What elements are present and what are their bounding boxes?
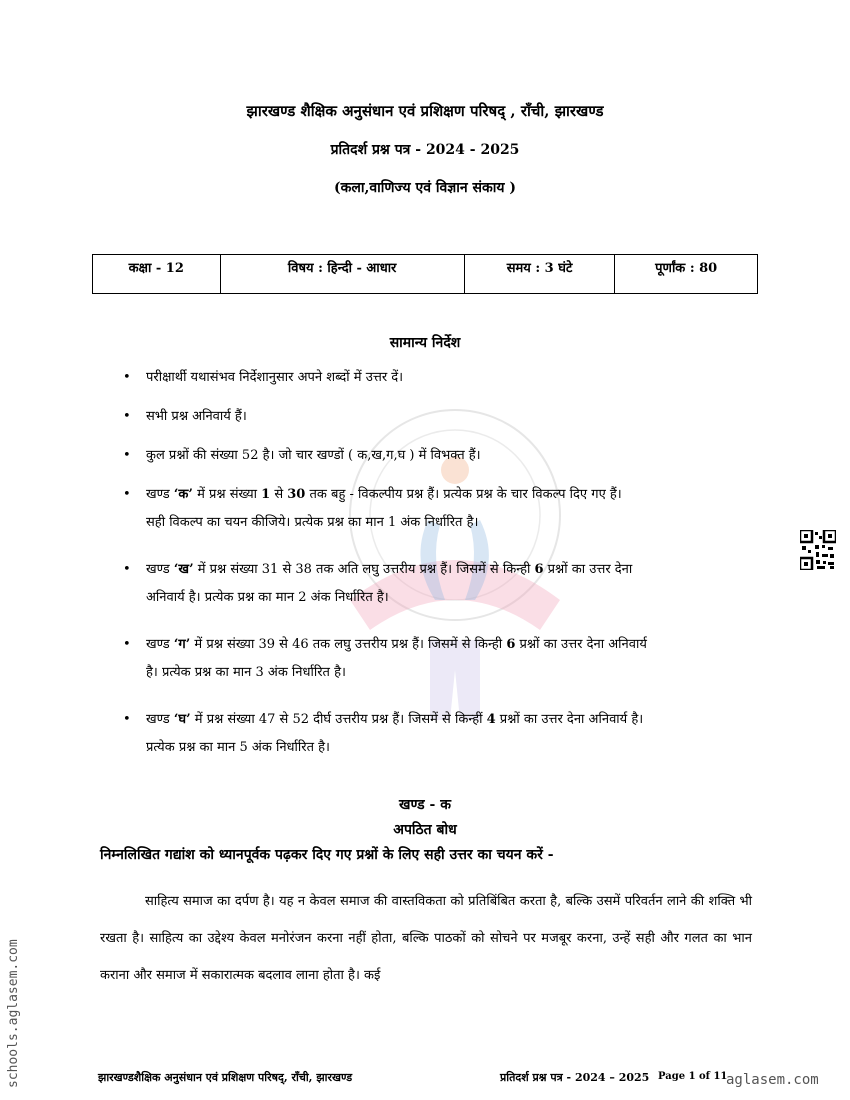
instruction-item: • कुल प्रश्नों की संख्या 52 है। जो चार खण्डों ( क,ख,ग,घ ) में विभक्त हैं। [118, 444, 768, 468]
marks-cell: पूर्णांक : 80 [615, 255, 758, 294]
page-number: Page 1 of 11 [658, 1071, 728, 1082]
footer-paper: प्रतिदर्श प्रश्न पत्र - 2024 – 2025 [500, 1071, 650, 1084]
paper-title: प्रतिदर्श प्रश्न पत्र - 2024 - 2025 [330, 142, 520, 158]
passage-instruction: निम्नलिखित गद्यांश को ध्यानपूर्वक पढ़कर दिए गए प्रश्नों के लिए सही उत्तर का चयन करें - [100, 847, 554, 863]
subject-cell: विषय : हिन्दी - आधार [220, 255, 464, 294]
instruction-item: • खण्ड ‘घ’ में प्रश्न संख्या 47 से 52 दीर्घ उत्तरीय प्रश्न हैं। जिसमें से किन्हीं 4 प्रश्नों का उत्तर देना अनिवार्य है। प्रत्येक प्रश्न का मान 5 अंक निर्धारित है। [118, 708, 768, 768]
org-heading: झारखण्ड शैक्षिक अनुसंधान एवं प्रशिक्षण परिषद् , राँची, झारखण्ड [246, 102, 604, 120]
section-a-title: खण्ड - क [399, 797, 451, 813]
instruction-item: • खण्ड ‘ख’ में प्रश्न संख्या 31 से 38 तक अति लघु उत्तरीय प्रश्न हैं। जिसमें से किन्ही 6 प्रश्नों का उत्तर देना अनिवार्य है। प्रत्येक प्रश्न का मान 2 अंक निर्धारित है। [118, 558, 768, 618]
instruction-item: • सभी प्रश्न अनिवार्य हैं। [118, 405, 768, 429]
general-instructions-title: सामान्य निर्देश [389, 335, 461, 351]
side-watermark: schools.aglasem.com [6, 939, 21, 1088]
instruction-item: • परीक्षार्थी यथासंभव निर्देशानुसार अपने शब्दों में उत्तर दें। [118, 366, 768, 390]
class-cell: कक्षा - 12 [93, 255, 221, 294]
section-a-subtitle: अपठित बोध [393, 822, 457, 838]
instructions-list [118, 366, 768, 783]
instruction-item: • खण्ड ‘क’ में प्रश्न संख्या 1 से 30 तक बहु - विकल्पीय प्रश्न हैं। प्रत्येक प्रश्न के चार विकल्प दिए गए हैं। सही विकल्प का चयन कीजिये। प्रत्येक प्रश्न का मान 1 अंक निर्धारित है। [118, 483, 768, 543]
instruction-item: • खण्ड ‘ग’ में प्रश्न संख्या 39 से 46 तक लघु उत्तरीय प्रश्न हैं। जिसमें से किन्ही 6 प्रश्नों का उत्तर देना अनिवार्य है। प्रत्येक प्रश्न का मान 3 अंक निर्धारित है। [118, 633, 768, 693]
corner-watermark: aglasem.com [726, 1072, 819, 1088]
passage-text: साहित्य समाज का दर्पण है। यह न केवल समाज की वास्तविकता को प्रतिबिंबित करता है, बल्कि उसमें परिवर्तन लाने की शक्ति भी रखता है। साहित्य का उद्देश्य केवल मनोरंजन करना नहीं होता, बल्कि पाठकों को सोचने पर मजबूर करना, उन्हें सही और गलत का भान कराना और समाज में सकारात्मक बदलाव लाना होता है। कई [100, 894, 752, 983]
exam-info-table [92, 254, 758, 294]
faculty-subtitle: (कला,वाणिज्य एवं विज्ञान संकाय ) [333, 180, 517, 196]
footer-org: झारखण्डशैक्षिक अनुसंधान एवं प्रशिक्षण परिषद्, राँची, झारखण्ड [98, 1071, 353, 1084]
qr-code-icon [800, 530, 836, 570]
time-cell: समय : 3 घंटे [464, 255, 615, 294]
